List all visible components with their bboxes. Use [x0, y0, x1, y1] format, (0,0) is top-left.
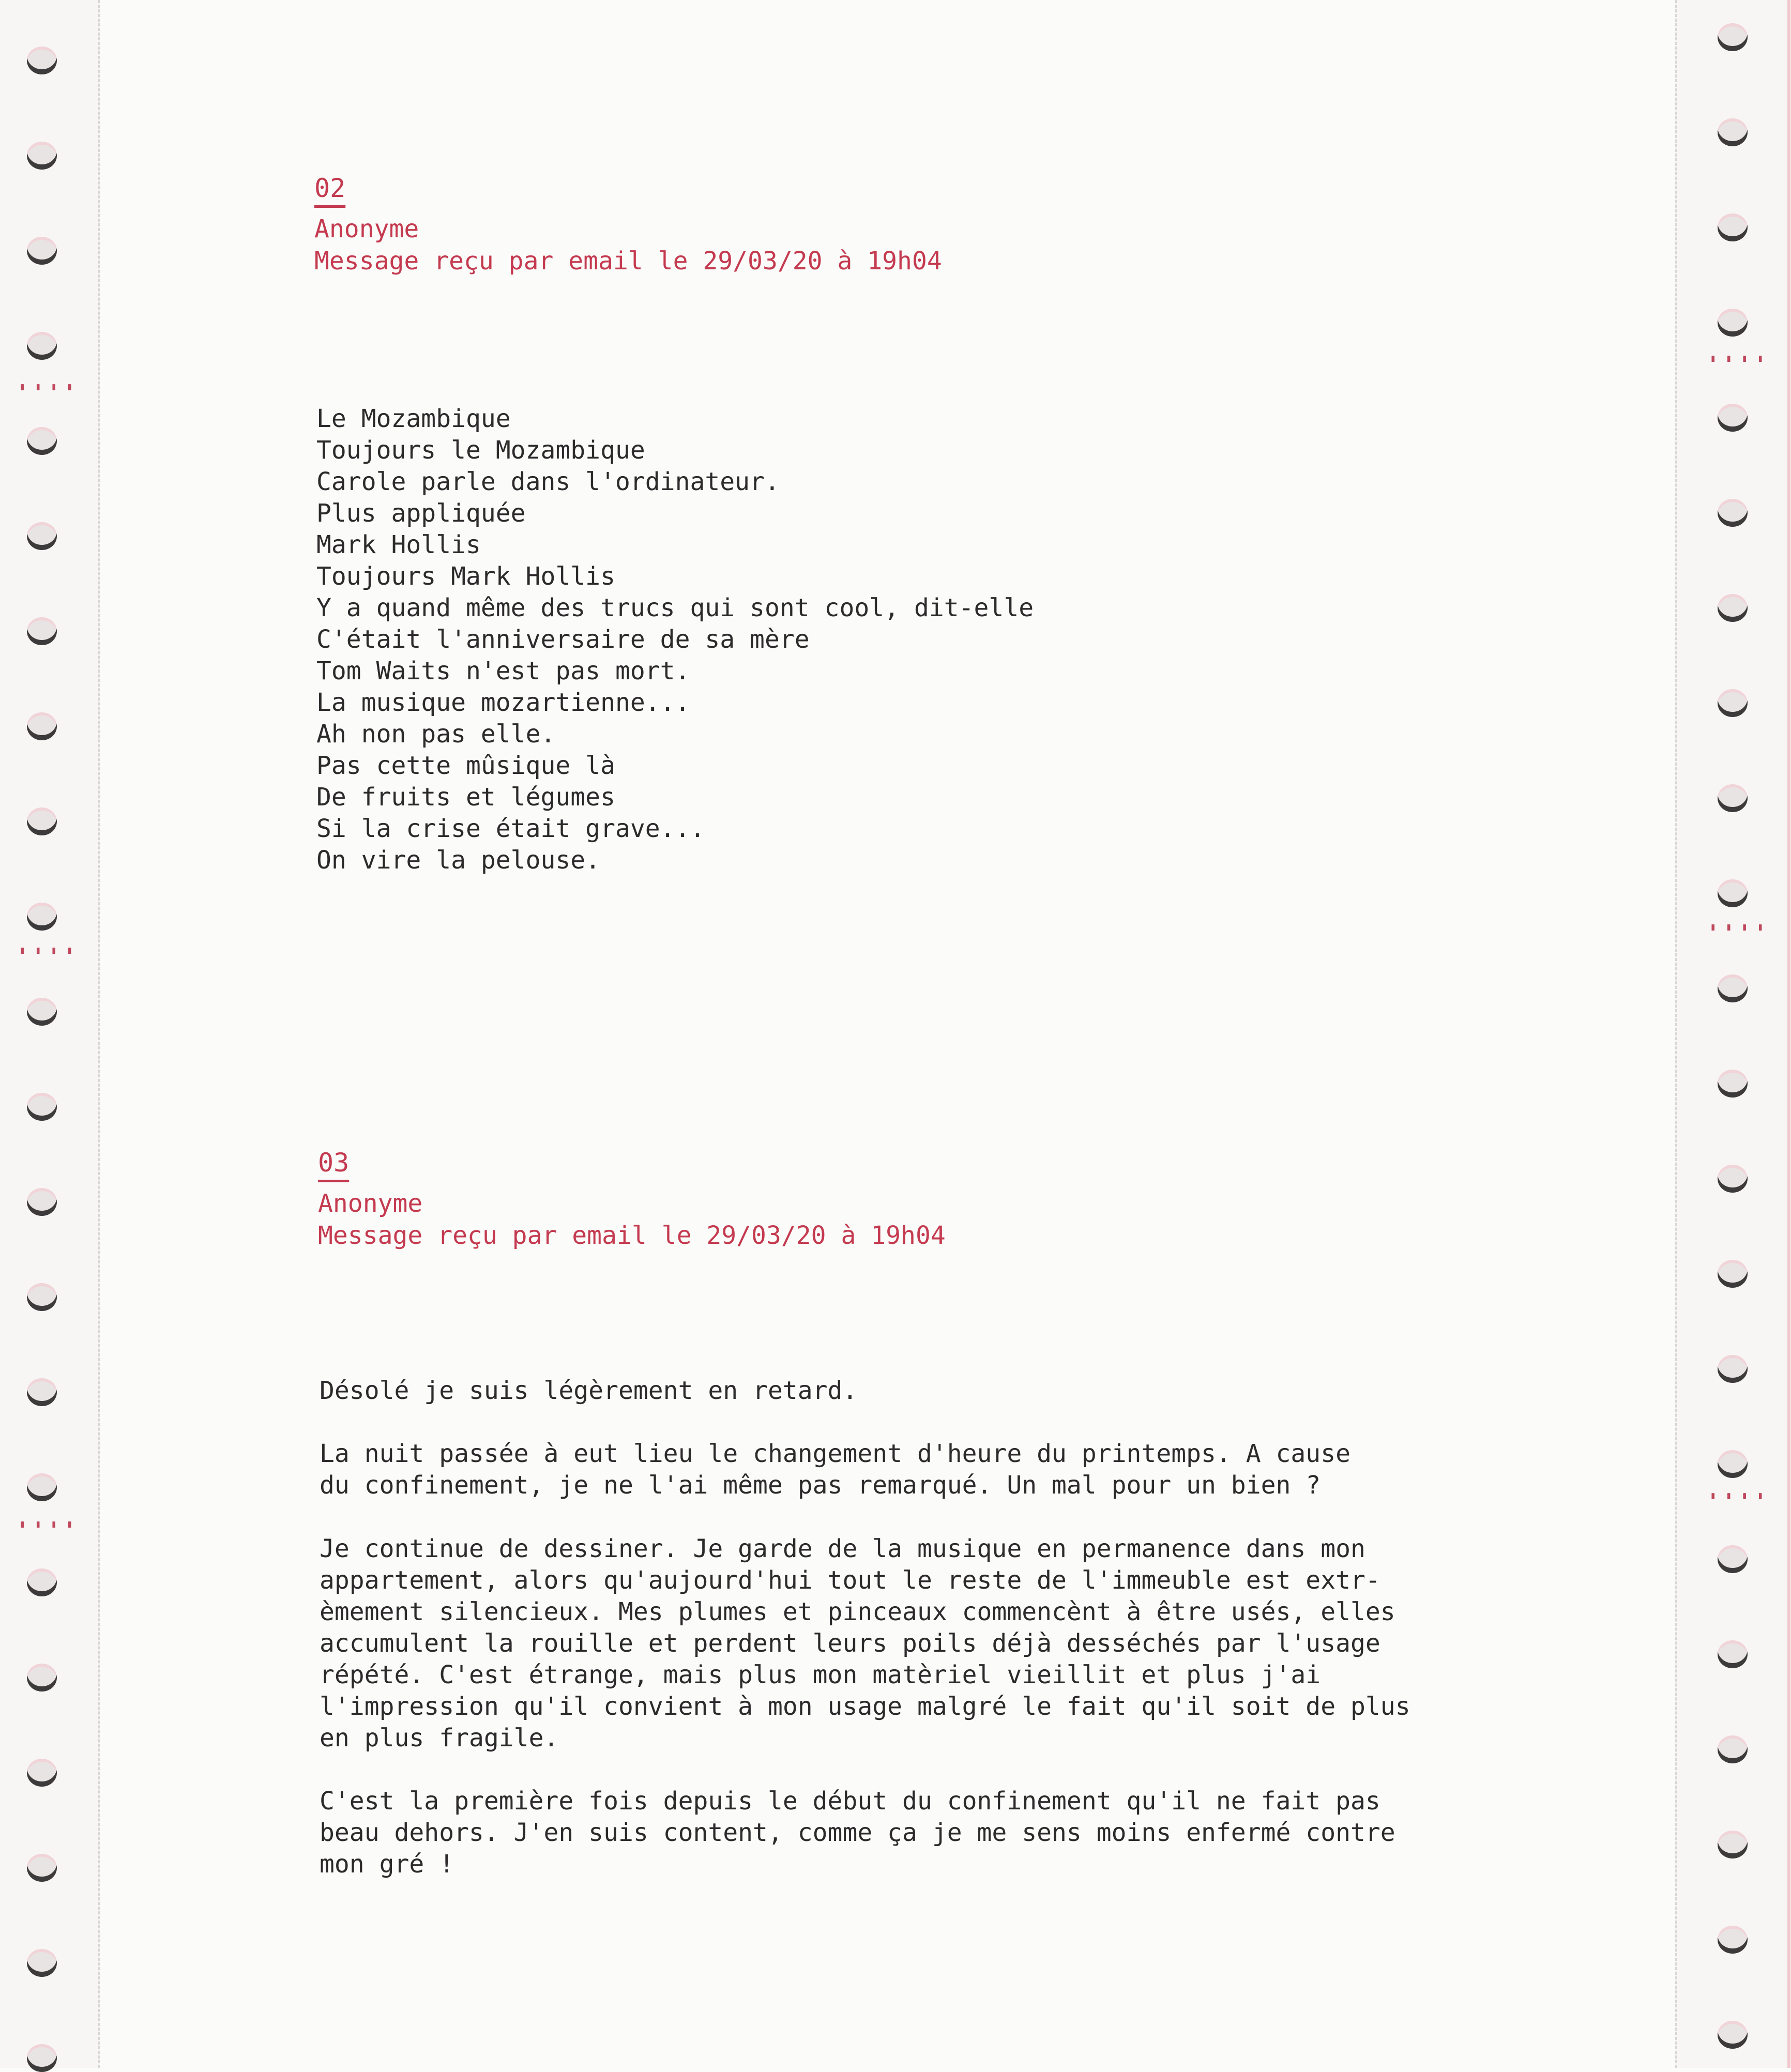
sprocket-hole — [1718, 499, 1748, 527]
perforation-mark: '''' — [1706, 920, 1769, 947]
sprocket-hole — [1718, 974, 1748, 1002]
sprocket-hole — [1718, 1070, 1748, 1098]
sprocket-hole — [1718, 1640, 1748, 1668]
entry-date-line: Message reçu par email le 29/03/20 à 19h04 — [314, 247, 942, 276]
poem-line: Pas cette mûsique là — [316, 751, 615, 780]
poem-line: Carole parle dans l'ordinateur. — [316, 467, 780, 496]
poem-line: La musique mozartienne... — [316, 688, 690, 717]
perforation-mark: '''' — [1706, 1489, 1769, 1515]
sprocket-hole — [27, 1473, 57, 1501]
sprocket-hole — [27, 1664, 57, 1692]
sprocket-hole — [1718, 879, 1748, 907]
poem-line: Y a quand même des trucs qui sont cool, dit-elle — [316, 593, 1034, 622]
sprocket-hole — [27, 1759, 57, 1787]
sprocket-hole — [27, 1568, 57, 1596]
paragraph: Désolé je suis légèrement en retard. — [320, 1376, 858, 1405]
left-tractor-strip — [0, 0, 100, 2068]
sprocket-hole — [27, 1283, 57, 1311]
sprocket-hole — [1718, 404, 1748, 432]
sprocket-hole — [27, 522, 57, 550]
sprocket-hole — [27, 47, 57, 74]
entry-author: Anonyme — [314, 215, 419, 243]
sprocket-hole — [27, 142, 57, 170]
perforation-mark: '''' — [16, 380, 79, 406]
sprocket-hole — [1718, 1165, 1748, 1193]
sprocket-hole — [1718, 309, 1748, 337]
poem-line: On vire la pelouse. — [316, 846, 601, 875]
sprocket-hole — [27, 1949, 57, 1977]
sprocket-hole — [1718, 594, 1748, 622]
sprocket-hole — [1718, 1355, 1748, 1383]
sprocket-hole — [27, 998, 57, 1026]
sprocket-hole — [1718, 1260, 1748, 1288]
poem-line: C'était l'anniversaire de sa mère — [316, 625, 810, 654]
sprocket-hole — [1718, 1545, 1748, 1573]
sprocket-hole — [27, 1854, 57, 1882]
poem-line: Si la crise était grave... — [316, 814, 705, 843]
sprocket-hole — [1718, 1735, 1748, 1763]
sprocket-hole — [1718, 23, 1748, 51]
sprocket-hole — [27, 332, 57, 360]
poem-line: Tom Waits n'est pas mort. — [316, 657, 690, 685]
paragraph: La nuit passée à eut lieu le changement d'heure du printemps. A cause du confinement, je ne l'ai même pas remarqué. Un mal pour un bien ? — [320, 1439, 1350, 1500]
perforation-mark: '''' — [16, 943, 79, 970]
sprocket-hole — [27, 1093, 57, 1121]
sprocket-hole — [27, 903, 57, 931]
sprocket-hole — [27, 617, 57, 645]
sprocket-hole — [1718, 784, 1748, 812]
sprocket-hole — [1718, 2021, 1748, 2049]
sprocket-hole — [27, 712, 57, 740]
sprocket-hole — [1718, 689, 1748, 717]
sprocket-hole — [27, 237, 57, 265]
perforation-mark: '''' — [16, 1517, 79, 1544]
sprocket-hole — [1718, 1831, 1748, 1858]
entry-number: 03 — [318, 1148, 350, 1178]
sprocket-hole — [27, 427, 57, 455]
poem-line: Mark Hollis — [316, 530, 481, 559]
sprocket-hole — [1718, 1926, 1748, 1954]
poem-line: Ah non pas elle. — [316, 720, 556, 749]
poem-line: Toujours le Mozambique — [316, 436, 645, 465]
sprocket-hole — [27, 1188, 57, 1216]
poem-line: Le Mozambique — [316, 404, 511, 433]
sprocket-hole — [1718, 1450, 1748, 1478]
poem-line: Toujours Mark Hollis — [316, 562, 615, 591]
paragraph: C'est la première fois depuis le début du confinement qu'il ne fait pas beau dehors. J'en suis content, comme ça je me sens moins enfermé contre mon gré ! — [320, 1787, 1395, 1879]
poem-line: De fruits et légumes — [316, 783, 615, 812]
poem-line: Plus appliquée — [316, 499, 526, 528]
perforation-mark: '''' — [1706, 352, 1769, 378]
entry-date-line: Message reçu par email le 29/03/20 à 19h04 — [318, 1221, 946, 1250]
entry-author: Anonyme — [318, 1189, 423, 1218]
sprocket-hole — [27, 1378, 57, 1406]
sprocket-hole — [1718, 214, 1748, 241]
sprocket-hole — [27, 808, 57, 835]
paragraph: Je continue de dessiner. Je garde de la musique en permanence dans mon appartement, alors qu'aujourd'hui tout le reste de l'immeuble est extr- èmement silencieux. Mes plumes et pinceaux commencènt à être usés, elles accumulent la rouille et perdent leurs poils déjà desséchés par l'usage répété. C'est étrange, mais plus mon matèriel vieillit et plus j'ai l'impression qu'il convient à mon usage malgré le fait qu'il soit de plus en plus fragile. — [320, 1534, 1410, 1753]
sprocket-hole — [1718, 118, 1748, 146]
entry-number: 02 — [314, 173, 346, 203]
